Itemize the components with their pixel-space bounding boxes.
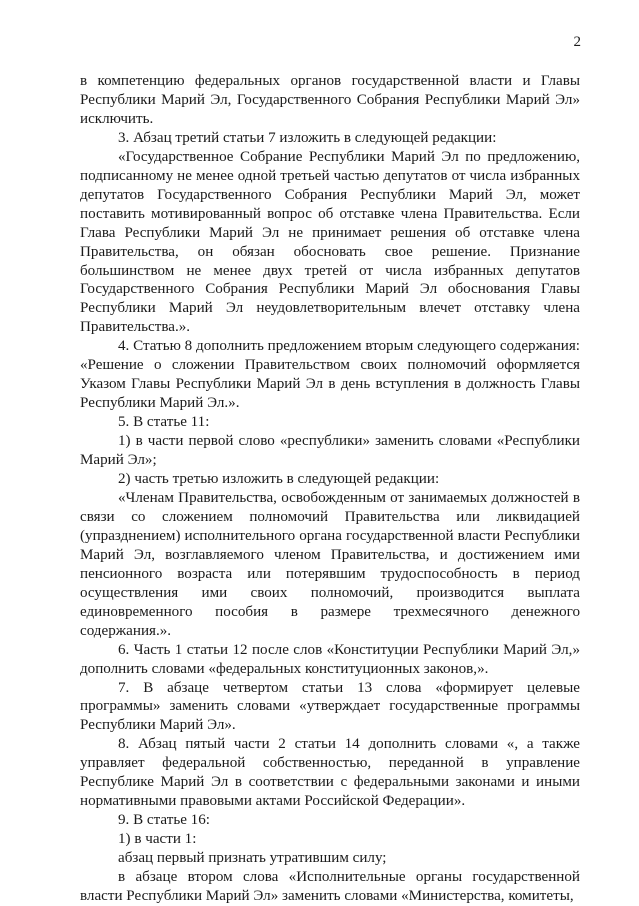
paragraph-continuation: в компетенцию федеральных органов государственной власти и Главы Республики Марий Эл, Государственного Собрания Республики Марий Эл» исключить. bbox=[80, 73, 580, 127]
paragraph-item-5-2: 2) часть третью изложить в следующей редакции: bbox=[118, 471, 440, 488]
paragraph-item-9: 9. В статье 16: bbox=[118, 812, 210, 829]
paragraph-item-9-1: 1) в части 1: bbox=[118, 831, 197, 848]
paragraph-item-9-1-b: в абзаце втором слова «Исполнительные органы государственной власти Республики Марий Эл» заменить словами «Министерства, комитеты, bbox=[80, 869, 580, 904]
paragraph-item-4: 4. Статью 8 дополнить предложением вторым следующего содержания: «Решение о сложении Правительством своих полномочий оформляется Указом Главы Республики Марий Эл в день вступления в должность Главы Республики Марий Эл.». bbox=[80, 338, 580, 412]
paragraph-quote-article-7: «Государственное Собрание Республики Марий Эл по предложению, подписанному не менее одной третьей частью депутатов от числа избранных депутатов Государственного Собрания Республики Марий Эл, может поставить мотивированный вопрос об отставке члена Правительства. Если Глава Республики Марий Эл не принимает решения об отставке члена Правительства, он обязан обосновать свое решение. Признание большинством не менее двух третей от числа избранных депутатов Государственного Собрания Республики Марий Эл обоснования Главы Республики Марий Эл неудовлетворительным влечет отставку члена Правительства.». bbox=[80, 148, 580, 336]
page-number: 2 bbox=[573, 34, 581, 50]
document-body bbox=[80, 72, 580, 906]
paragraph-item-5: 5. В статье 11: bbox=[118, 414, 210, 431]
paragraph-item-8: 8. Абзац пятый части 2 статьи 14 дополнить словами «, а также управляет федеральной собственностью, переданной в управление Республике Марий Эл в соответствии с федеральными законами и иными нормативными правовыми актами Российской Федерации». bbox=[80, 736, 580, 810]
paragraph-item-3: 3. Абзац третий статьи 7 изложить в следующей редакции: bbox=[118, 129, 497, 146]
paragraph-item-6: 6. Часть 1 статьи 12 после слов «Конституции Республики Марий Эл,» дополнить словами «федеральных конституционных законов,». bbox=[80, 641, 580, 677]
paragraph-item-9-1-a: абзац первый признать утратившим силу; bbox=[118, 850, 387, 867]
paragraph-item-5-1: 1) в части первой слово «республики» заменить словами «Республики Марий Эл»; bbox=[80, 433, 580, 469]
paragraph-item-7: 7. В абзаце четвертом статьи 13 слова «формирует целевые программы» заменить словами «утверждает государственные программы Республики Марий Эл». bbox=[80, 679, 580, 734]
paragraph-quote-article-11: «Членам Правительства, освобожденным от занимаемых должностей в связи со сложением полномочий Правительства или ликвидацией (упразднением) исполнительного органа государственной власти Республики Марий Эл, возглавляемого членом Правительства, и достижением ими пенсионного возраста или потерявшим трудоспособность в период осуществления ими своих полномочий, производится выплата единовременного пособия в размере трехмесячного денежного содержания.». bbox=[80, 489, 580, 639]
